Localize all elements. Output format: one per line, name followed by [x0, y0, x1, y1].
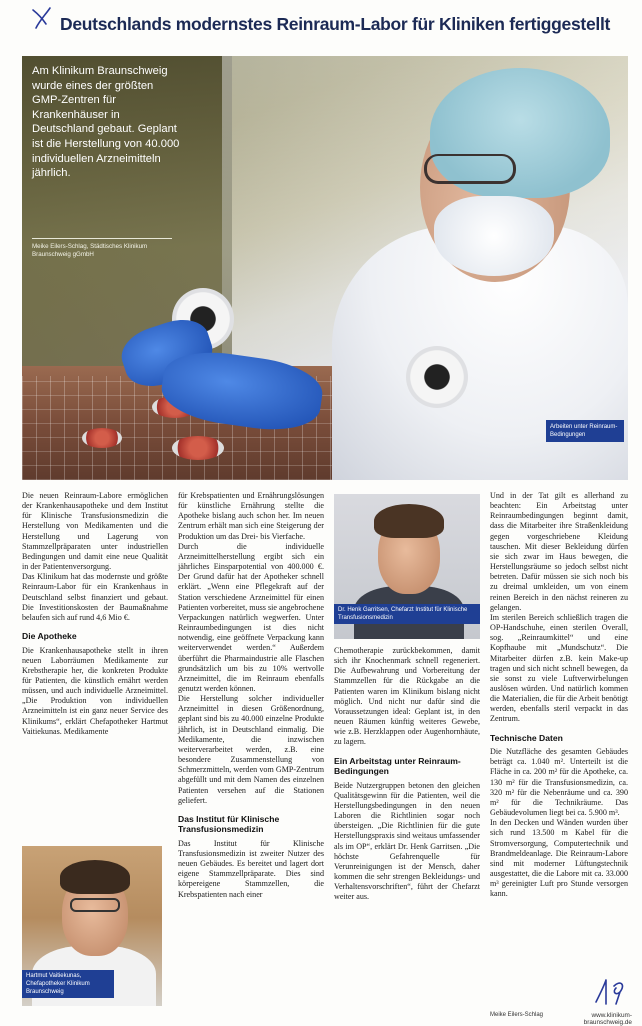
paragraph: für Krebspatienten und Ernährungslösungen für künstliche Ernährung stellte die Apotheke bislang auch schon her. Im neuen Zentrum erhält man sich eine Steigerung der Produktion um das Drei- bis Vierfache. — [178, 491, 324, 541]
paragraph: Das Klinikum hat das modernste und größte Reinraum-Labor für ein Krankenhaus in Deutschland selbst finanziert und gebaut. Die Investitionskosten der Baumaßnahme belaufen sich auf rund 4,6 Mio €. — [22, 572, 168, 622]
article-headline: Deutschlands modernstes Reinraum-Labor für Kliniken fertiggestellt — [60, 14, 611, 34]
paragraph: Das Institut für Klinische Transfusionsmedizin ist zweiter Nutzer des neuen Gebäudes. Es bereitet und lagert dort eigene Stammzellpräparate. Dies sind körpereigene Stammzellen, die Krebspatienten nach einer — [178, 838, 324, 899]
paragraph: Und in der Tat gilt es allerhand zu beachten: Ein Arbeitstag unter Reinraumbedingungen beginnt damit, dass die Mitarbeiter ihre Straßenkleidung gegen vorgeschriebene Kleidung tauschen. Mit dieser Bekleidung dürfen sie sich zwar im Haus bewegen, die Herstellungsräume so jedoch selbst nicht betreten. Dafür müssen sie sich noch bis zu dreimal umkleiden, um von einem reinen Bereich in den nächst reineren zu gelangen. — [490, 491, 628, 612]
paragraph: Im sterilen Bereich schließlich tragen die OP-Handschuhe, einen sterilen Overall, sog. „Reinraumkittel“ und eine Kopfhaube mit „Mundschutz“. Die Mitarbeiter dürfen z.B. kein Make-up tragen und sich nicht schnell bewegen, da sie sonst zu viele Luftverwirbelungen auslösen würden. Und natürlich kommen die Materialien, die für die Arbeit benötigt werden, ebenfalls steril verpackt in das Zentrum. — [490, 612, 628, 724]
source-url[interactable]: www.klinikum-braunschweig.de — [583, 1012, 632, 1026]
text-column-1 — [22, 491, 168, 841]
article-byline: Meike Eilers-Schlag — [490, 1012, 544, 1018]
paragraph: Die Herstellung solcher individueller Arzneimittel in diesen Größenordnung, geplant sind bis zu 40.000 einzelne Produkte jährlich, ist in Deutschland einmalig. Die Medikamente, die inzwischen weiterverarbeitet werden, z.B. eine besondere Zusammenstellung von Schmerzmitteln, werden vom GMP-Zentrum abgefüllt und mit dem Namen des einzelnen Patienten versehen auf die Stationen geliefert. — [178, 694, 324, 805]
article-intro: Am Klinikum Braunschweig wurde eines der größten GMP-Zentren für Krankenhäuser in Deutschland gebaut. Geplant ist die Herstellung von 40.000 individuellen Arzneimitteln jährlich. — [32, 65, 180, 180]
paragraph: Die Krankenhausapotheke stellt in ihren neuen Laborräumen Medikamente zur Krebstherapie her, die konkreten Produkte für Patienten, die künstlich ernährt werden müssen, und auch individuelle Arzneimittel. „Die Produktion von individuellen Arzneimitteln ist ein ganz neuer Service des Klinikums“, erklärt Chefapotheker Hartmut Vaitiekunas. Medikamente — [22, 645, 168, 736]
paragraph: Die neuen Reinraum-Labore ermöglichen der Krankenhausapotheke und dem Institut für Klinische Transfusionsmedizin die Herstellung von Medikamenten und die Herstellung und Lagerung von Stammzellpräparaten unter industriellen Bedingungen und damit eine neue Qualität in der Patientenversorgung. — [22, 491, 168, 572]
section-heading-transfusionsmedizin: Das Institut für Klinische Transfusionsmedizin — [178, 813, 280, 835]
hero-photo-caption: Arbeiten unter Reinraum-Bedingungen — [546, 420, 624, 442]
portrait-caption-garritsen: Dr. Henk Garritsen, Chefarzt Institut für Klinische Transfusionsmedizin — [334, 604, 480, 624]
paragraph: Beide Nutzergruppen betonen den gleichen Qualitätsgewinn für die Patienten, weil die Herstellungsbedingungen in den neuen Laboren die Richtlinien sogar noch übersteigen. „Die Richtlinien für die gute Herstellungspraxis sind weitaus umfassender als im OP“, erklärt Dr. Henk Garritsen. „Die höchste Gefahrenquelle für Verunreinigungen ist der Mensch, daher kommen die sehr strengen Bekleidungs- und Verhaltensvorschriften“, führt der Chefarzt weiter aus. — [334, 780, 480, 902]
paragraph: In den Decken und Wänden wurden über sich rund 13.500 m Kabel für die Stromversorgung, Computertechnik und Brandmeldeanlage. Die Reinraum-Labore sind mit moderner Lüftungstechnik ausgestattet, die die Labore mit ca. 33.000 m³ gereinigter Luft pro Stunde versorgen kann. — [490, 818, 628, 899]
section-heading-technische-daten: Technische Daten — [490, 732, 563, 743]
portrait-caption-vaitiekunas: Hartmut Vaitiekunas, Chefapotheker Klinikum Braunschweig — [22, 970, 114, 998]
intro-divider — [32, 238, 172, 239]
text-column-2 — [178, 491, 324, 1011]
section-heading-arbeitstag: Ein Arbeitstag unter Reinraum-Bedingungen — [334, 755, 461, 777]
text-column-4 — [490, 491, 628, 1011]
section-heading-apotheke: Die Apotheke — [22, 631, 77, 642]
text-column-3 — [334, 646, 480, 1011]
intro-credit: Meike Eilers-Schlag, Städtisches Klinikum Braunschweig gGmbH — [32, 243, 148, 258]
handwritten-check-mark-icon — [30, 4, 58, 32]
paragraph: Die Nutzfläche des gesamten Gebäudes beträgt ca. 1.040 m². Unterteilt ist die Fläche in ca. 200 m² für die Apotheke, ca. 130 m² für die Transfusionsmedizin, ca. 320 m² für die Nebenräume und ca. 390 m² für die Technikräume. Das Gebäudevolumen liegt bei ca. 5.900 m³. — [490, 747, 628, 818]
paragraph: Durch die individuelle Arzneimittelherstellung ergibt sich ein jährliches Einsparpotential von 400.000 €. Der Grund dafür hat der Apotheker schnell erklärt. „Wenn eine Pflegekraft auf der Station verschiedene Arzneimittel für einen Patienten vorbereitet, muss sie angebrochene Verpackungen natürlich wegwerfen. Unter Reinraumbedingungen ist dies nicht notwendig, eine geöffnete Verpackung kann weiterverwendet werden.“ Außerdem überführt die Pharmaindustrie alle Flaschen grundsätzlich um bis zu 10% wertvolle Arzneimittel, die im Reinraum ebenfalls genutzt werden können. — [178, 541, 324, 693]
paragraph: Chemotherapie zurückbekommen, damit sich ihr Knochenmark schnell regeneriert. Die Aufbewahrung und Vorbereitung der Stammzellen für die Rückgabe an die Patienten waren im Klinikum bislang nicht möglich. Und nicht nur dafür sind die Voraussetzungen ideal: Geplant ist, in den neuen Räumen künftig weiteres Gewebe, wie z.B. Herzklappen oder Augenhornhäute, zu lagern. — [334, 646, 480, 747]
handwritten-page-number — [590, 976, 630, 1006]
